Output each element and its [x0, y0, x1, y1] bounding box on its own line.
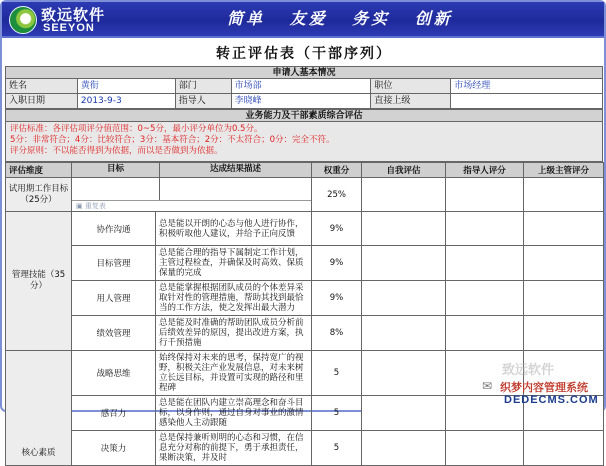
- self-score-cell[interactable]: [362, 246, 446, 281]
- info-row-2: [5, 94, 603, 109]
- indicator-weight: 5: [312, 351, 362, 396]
- company-logo: [6, 4, 134, 36]
- name-label: 姓名: [6, 79, 78, 93]
- position-label: 职位: [371, 79, 451, 93]
- probation-mentor-score[interactable]: [446, 178, 524, 212]
- header-goal-result: [72, 163, 312, 178]
- self-score-cell[interactable]: [362, 212, 446, 246]
- header-mentor: 指导人评分: [446, 163, 524, 178]
- ability-section-header: 业务能力及干部素质综合评估: [5, 109, 603, 122]
- dept-label: 部门: [176, 79, 232, 93]
- table-row-probation: [6, 178, 604, 212]
- dept-field[interactable]: 市场部: [232, 79, 372, 93]
- superior-label: 直接上级: [371, 94, 451, 108]
- superior-score-cell[interactable]: [524, 281, 604, 316]
- indicator-desc: 总是能及时准确的帮助团队成员分析前后绩效差异的原因，提出改进方案，执行千预措施: [156, 316, 312, 351]
- indicator-desc: 始终保持对未来的思考，保持宽广的视野，积极关注产业发展信息，对未来树立长远目标，并设置可实现的路径和里程碑: [156, 351, 312, 396]
- superior-field[interactable]: [451, 94, 603, 108]
- wechat-icon: ✉: [482, 379, 493, 393]
- mentor-score-cell[interactable]: [446, 246, 524, 281]
- criteria-line-2: 5分：非常符合；4分：比较符合；3分：基本符合；2分：不太符合；0分：完全不符。: [10, 135, 335, 145]
- header-result: 达成结果描述: [210, 164, 262, 174]
- watermark-line-1: 织梦内容管理系统: [500, 381, 588, 394]
- core-quality-dimension: 核心素质: [6, 351, 72, 466]
- probation-superior-score[interactable]: [524, 178, 604, 212]
- repeat-icon: ▣: [76, 202, 83, 210]
- probation-self-score[interactable]: [362, 178, 446, 212]
- position-field[interactable]: 市场经理: [451, 79, 603, 93]
- probation-weight: 25%: [312, 178, 362, 212]
- indicator-desc: 总是能在团队内建立崇高理念和奋斗目标，以身作则，通过自身对事业的激情感染他人主动跟随: [156, 396, 312, 431]
- indicator-name: 战略思维: [72, 351, 156, 396]
- mentor-score-cell[interactable]: [446, 212, 524, 246]
- goal-input[interactable]: [72, 178, 160, 200]
- header-weight: 权重分: [312, 163, 362, 178]
- indicator-desc: 总是保持兼听则明的心态和习惯，在信息充分对称的前提下，勇于承担责任，果断决策，并及时: [156, 431, 312, 466]
- superior-score-cell[interactable]: [524, 212, 604, 246]
- form-title: 转正评估表（干部序列）: [216, 46, 392, 62]
- indicator-name: 决策力: [72, 431, 156, 466]
- mentor-score-cell[interactable]: [446, 316, 524, 351]
- name-field[interactable]: 黄衔: [78, 79, 176, 93]
- superior-score-cell[interactable]: [524, 246, 604, 281]
- mentor-score-cell[interactable]: [446, 431, 524, 466]
- faded-watermark-text: 致远软件: [501, 363, 554, 378]
- self-score-cell[interactable]: [362, 396, 446, 431]
- self-score-cell[interactable]: [362, 281, 446, 316]
- header-superior: 上级主管评分: [524, 163, 604, 178]
- superior-score-cell[interactable]: [524, 316, 604, 351]
- indicator-weight: 5: [312, 431, 362, 466]
- table-row: [6, 281, 604, 316]
- table-row: [6, 246, 604, 281]
- scoring-criteria: [5, 122, 603, 162]
- criteria-line-1: 评估标准：各评估项评分值范围：0~5分，最小评分单位为0.5分。: [10, 124, 263, 134]
- indicator-weight: 9%: [312, 212, 362, 246]
- header-banner: [2, 2, 604, 38]
- mgmt-skills-dimension: 管理技能（35分）: [6, 212, 72, 351]
- header-self: 自我评估: [362, 163, 446, 178]
- entry-date-field[interactable]: 2013-9-3: [78, 94, 176, 108]
- indicator-name: 协作沟通: [72, 212, 156, 246]
- table-header-row: [6, 163, 604, 178]
- self-score-cell[interactable]: [362, 316, 446, 351]
- logo-swirl-icon: [9, 6, 37, 34]
- superior-score-cell[interactable]: [524, 431, 604, 466]
- table-row: [6, 316, 604, 351]
- probation-goal-cell: [72, 178, 312, 212]
- slogan: 简单 友爱 务实 创新: [227, 9, 453, 28]
- self-score-cell[interactable]: [362, 351, 446, 396]
- info-row-1: [5, 79, 603, 94]
- indicator-weight: 5: [312, 396, 362, 431]
- header-goal: 目标: [72, 163, 160, 177]
- site-watermark: [482, 378, 602, 408]
- indicator-name: 用人管理: [72, 281, 156, 316]
- table-row: [6, 212, 604, 246]
- indicator-desc: 总是能掌握根据团队成员的个体差异采取针对性的管理措施，帮助其找到最恰当的工作方法，使之发挥出最大潜力: [156, 281, 312, 316]
- result-input[interactable]: [160, 178, 311, 200]
- indicator-name: 目标管理: [72, 246, 156, 281]
- basic-info-header: 申请人基本情况: [5, 66, 603, 79]
- mentor-score-cell[interactable]: [446, 281, 524, 316]
- indicator-weight: 8%: [312, 316, 362, 351]
- watermark-line-2: DEDECMS.COM: [504, 394, 599, 406]
- entry-date-label: 入职日期: [6, 94, 78, 108]
- indicator-weight: 9%: [312, 246, 362, 281]
- indicator-name: 绩效管理: [72, 316, 156, 351]
- probation-dimension: 试用期工作目标（25分）: [6, 178, 72, 212]
- indicator-desc: 总是能合理的指导下属制定工作计划，主管过程检查，并确保及时高效、保质保量的完成: [156, 246, 312, 281]
- criteria-line-3: 评分原则：不以能否得到为依据，而以是否做到为依据。: [10, 146, 223, 156]
- logo-text-en: SEEYON: [43, 22, 95, 34]
- mentor-label: 指导人: [176, 94, 232, 108]
- header-dimension: 评估维度: [6, 163, 72, 178]
- logo-text-cn: 致远软件: [41, 6, 106, 24]
- indicator-name: 感召力: [72, 396, 156, 431]
- indicator-weight: 9%: [312, 281, 362, 316]
- mentor-field[interactable]: 李晓峰: [232, 94, 372, 108]
- repeat-table-link[interactable]: ▣ 重复表: [72, 200, 311, 211]
- table-row: [6, 431, 604, 466]
- evaluation-table: [5, 162, 604, 466]
- self-score-cell[interactable]: [362, 431, 446, 466]
- indicator-desc: 总是能以开朗的心态与他人进行协作，积极听取他人建议，并给予正向反馈: [156, 212, 312, 246]
